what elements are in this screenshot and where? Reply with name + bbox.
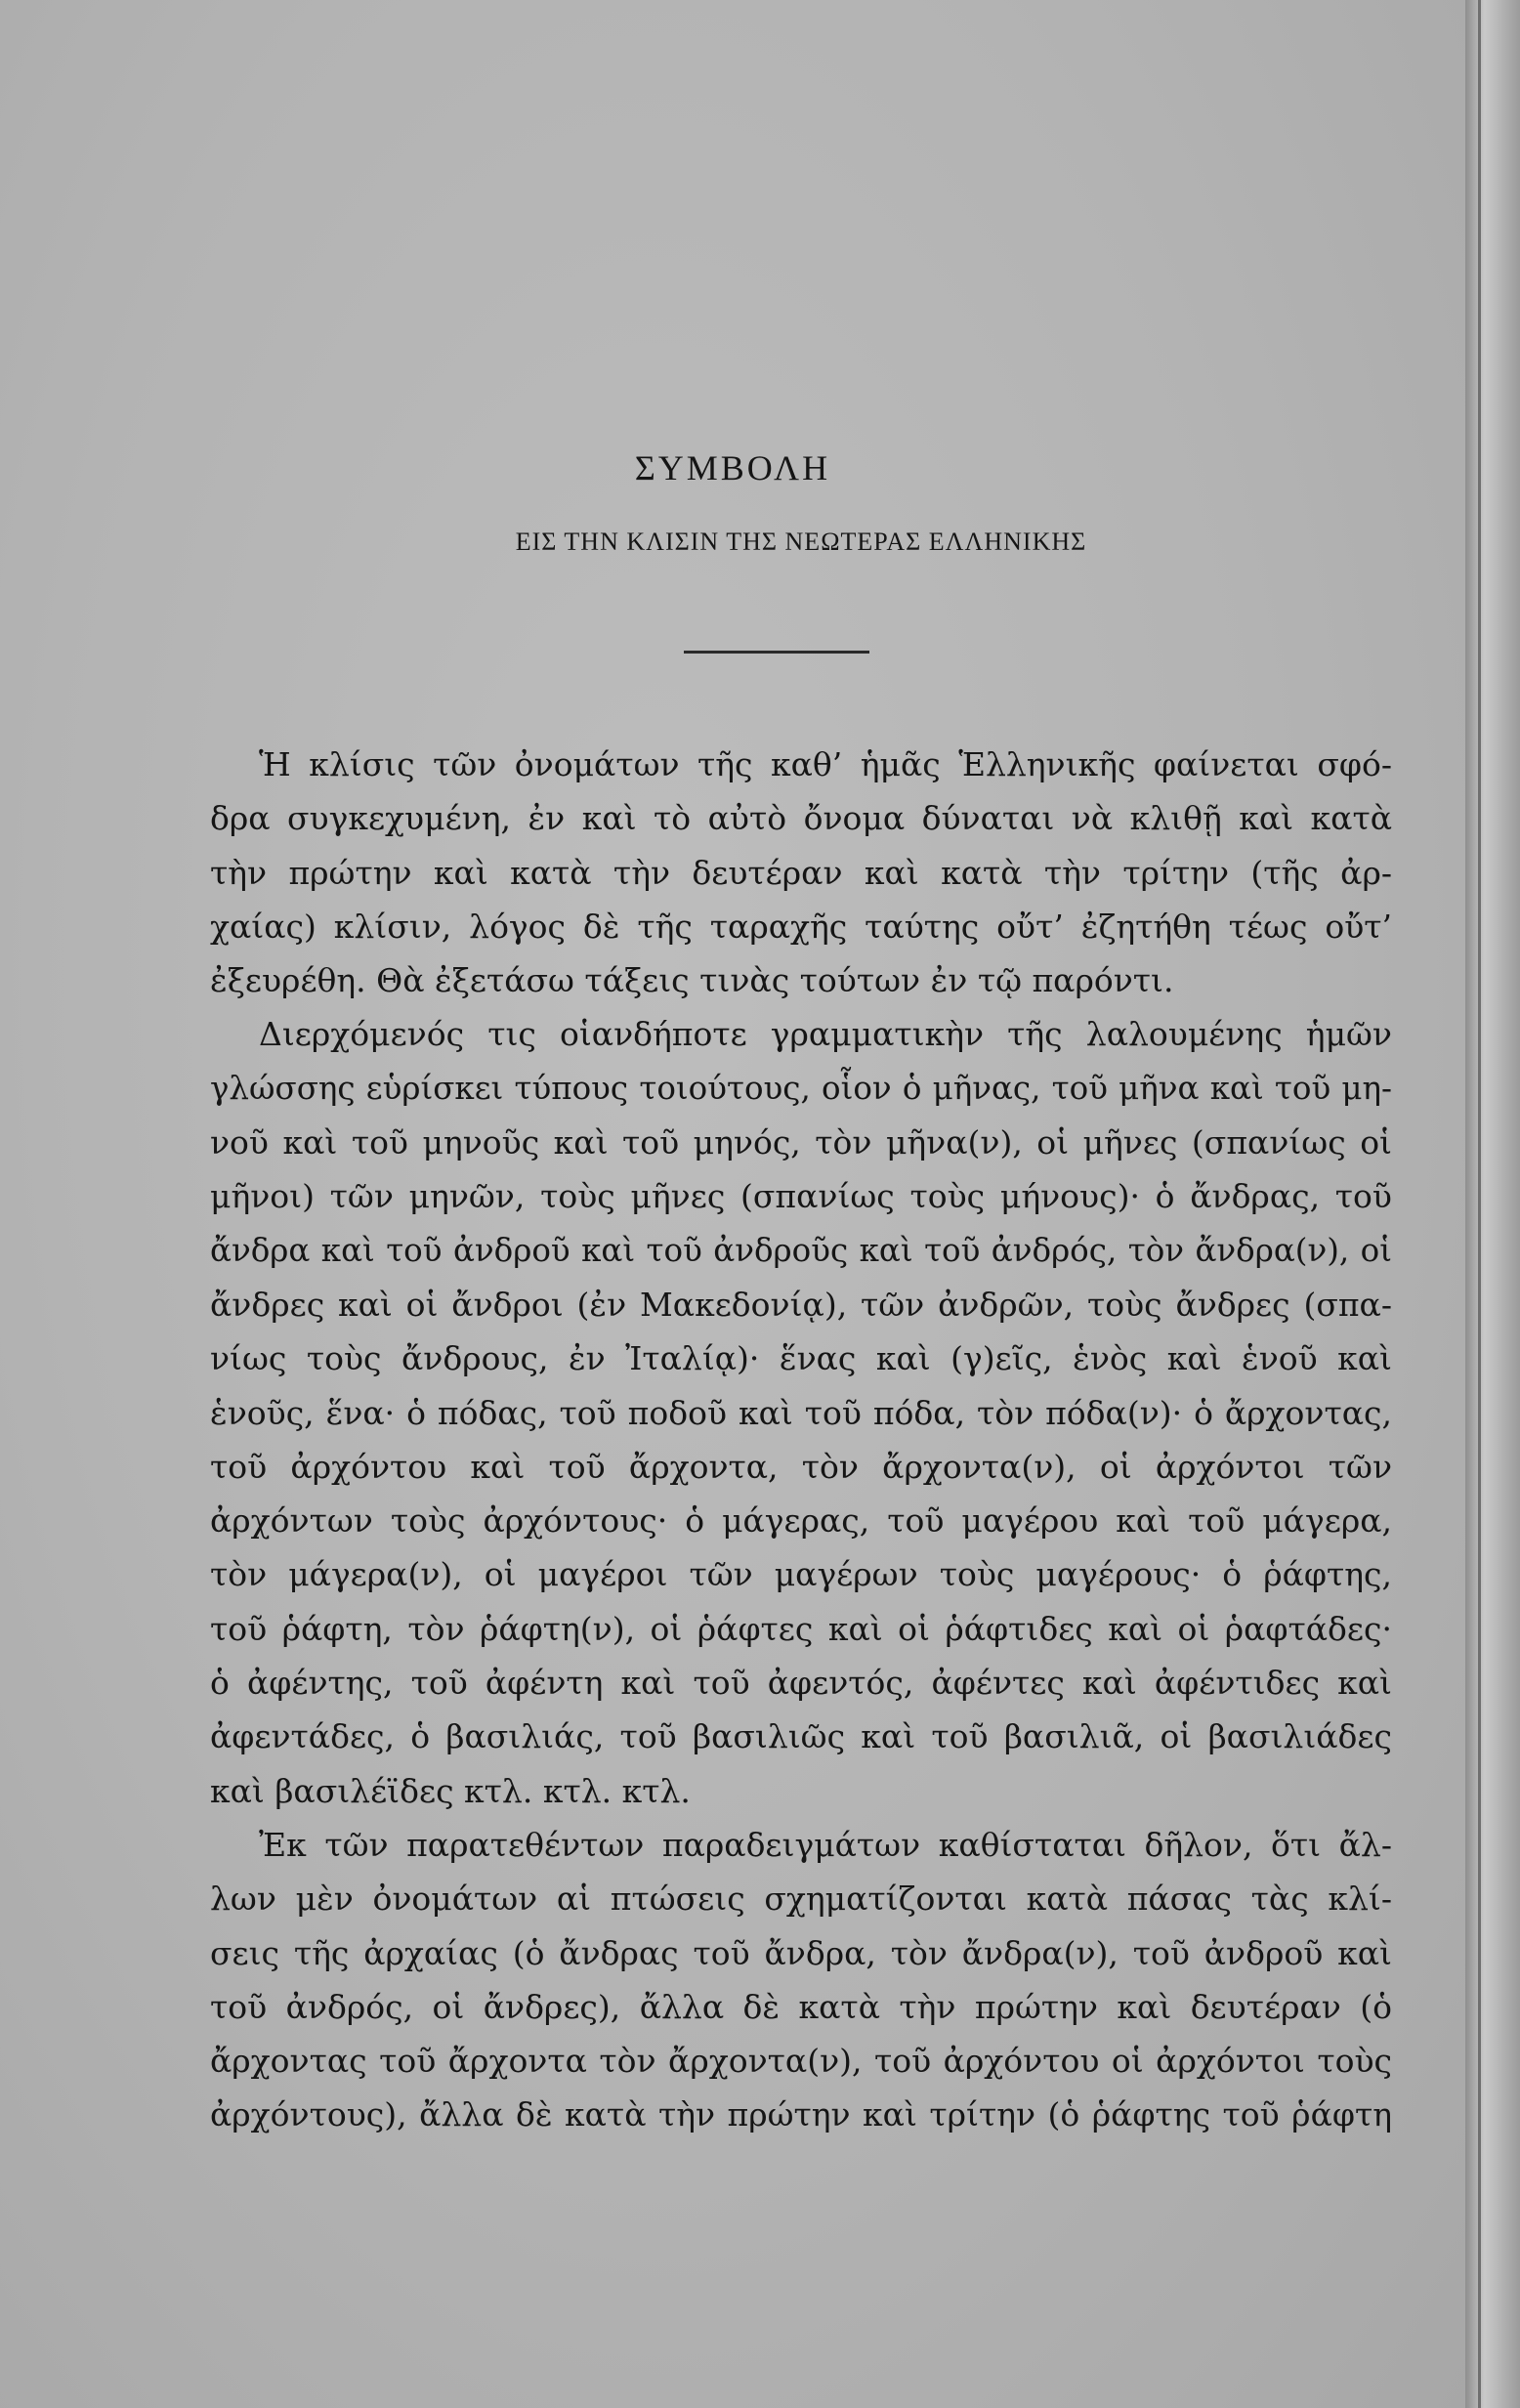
text-line: νίως τοὺς ἄνδρους, ἐν Ἰταλίᾳ)· ἕνας καὶ (γ)εῖς, ἑνὸς καὶ ἑνοῦ καὶ xyxy=(210,1339,1392,1378)
text-line: ἄνδρες καὶ οἱ ἄνδροι (ἐν Μακεδονίᾳ), τῶν ἀνδρῶν, τοὺς ἄνδρες (σπα- xyxy=(210,1285,1392,1324)
text-line: Διερχόμενός τις οἱανδήποτε γραμματικὴν τῆς λαλουμένης ἡμῶν xyxy=(259,1015,1392,1054)
text-line: τοῦ ἀρχόντου καὶ τοῦ ἄρχοντα, τὸν ἄρχοντα(ν), οἱ ἀρχόντοι τῶν xyxy=(210,1447,1392,1486)
text-line: ἑνοῦς, ἕνα· ὁ πόδας, τοῦ ποδοῦ καὶ τοῦ πόδα, τὸν πόδα(ν)· ὁ ἄρχοντας, xyxy=(210,1393,1392,1432)
text-line: τοῦ ῥάφτη, τὸν ῥάφτη(ν), οἱ ῥάφτες καὶ οἱ ῥάφτιδες καὶ οἱ ῥαφτάδες· xyxy=(210,1609,1392,1648)
text-line: τὴν πρώτην καὶ κατὰ τὴν δευτέραν καὶ κατὰ τὴν τρίτην (τῆς ἀρ- xyxy=(210,853,1392,892)
text-line: ἐξευρέθη. Θὰ ἐξετάσω τάξεις τινὰς τούτων ἐν τῷ παρόντι. xyxy=(210,961,1174,1000)
text-line: Ἐκ τῶν παρατεθέντων παραδειγμάτων καθίσταται δῆλον, ὅτι ἄλ- xyxy=(259,1825,1392,1864)
text-line: ἀφεντάδες, ὁ βασιλιάς, τοῦ βασιλιῶς καὶ τοῦ βασιλιᾶ, οἱ βασιλιάδες xyxy=(210,1717,1392,1756)
text-line: Ἡ κλίσις τῶν ὀνομάτων τῆς καθ’ ἡμᾶς Ἑλληνικῆς φαίνεται σφό- xyxy=(259,745,1392,783)
page-title: ΣΥΜΒΟΛΗ xyxy=(634,448,831,487)
text-line: χαίας) κλίσιν, λόγος δὲ τῆς ταραχῆς ταύτης οὔτ’ ἐζητήθη τέως οὔτ’ xyxy=(210,907,1392,946)
text-line: τὸν μάγερα(ν), οἱ μαγέροι τῶν μαγέρων τοὺς μαγέρους· ὁ ῥάφτης, xyxy=(210,1555,1392,1594)
text-line: ἄρχοντας τοῦ ἄρχοντα τὸν ἄρχοντα(ν), τοῦ ἀρχόντου οἱ ἀρχόντοι τοὺς xyxy=(210,2042,1392,2081)
page-edge-line xyxy=(1478,0,1481,2408)
text-line: λων μὲν ὀνομάτων αἱ πτώσεις σχηματίζονται κατὰ πάσας τὰς κλί- xyxy=(210,1880,1392,1919)
text-line: νοῦ καὶ τοῦ μηνοῦς καὶ τοῦ μηνός, τὸν μῆνα(ν), οἱ μῆνες (σπανίως οἱ xyxy=(210,1123,1392,1162)
text-line: ὁ ἀφέντης, τοῦ ἀφέντη καὶ τοῦ ἀφεντός, ἀφέντες καὶ ἀφέντιδες καὶ xyxy=(210,1664,1392,1703)
text-line: ἀρχόντων τοὺς ἀρχόντους· ὁ μάγερας, τοῦ μαγέρου καὶ τοῦ μάγερα, xyxy=(210,1501,1392,1541)
title-divider xyxy=(684,651,869,654)
body-text xyxy=(210,738,1392,2142)
text-line: σεις τῆς ἀρχαίας (ὁ ἄνδρας τοῦ ἄνδρα, τὸν ἄνδρα(ν), τοῦ ἀνδροῦ καὶ xyxy=(210,1933,1392,1972)
text-line: τοῦ ἀνδρός, οἱ ἄνδρες), ἄλλα δὲ κατὰ τὴν πρώτην καὶ δευτέραν (ὁ xyxy=(210,1987,1392,2026)
page-subtitle: ΕΙΣ ΤΗΝ ΚΛΙΣΙΝ ΤΗΣ ΝΕΩΤΕΡΑΣ ΕΛΛΗΝΙΚΗΣ xyxy=(515,528,1087,556)
text-line: ἄνδρα καὶ τοῦ ἀνδροῦ καὶ τοῦ ἀνδροῦς καὶ τοῦ ἀνδρός, τὸν ἄνδρα(ν), οἱ xyxy=(210,1231,1392,1269)
page-edge xyxy=(1465,0,1520,2408)
text-line: γλώσσης εὑρίσκει τύπους τοιούτους, οἷον ὁ μῆνας, τοῦ μῆνα καὶ τοῦ μη- xyxy=(210,1069,1392,1107)
text-line: μῆνοι) τῶν μηνῶν, τοὺς μῆνες (σπανίως τοὺς μήνους)· ὁ ἄνδρας, τοῦ xyxy=(210,1177,1392,1216)
text-line: δρα συγκεχυμένη, ἐν καὶ τὸ αὐτὸ ὄνομα δύναται νὰ κλιθῇ καὶ κατὰ xyxy=(210,799,1392,838)
text-line: ἀρχόντους), ἄλλα δὲ κατὰ τὴν πρώτην καὶ τρίτην (ὁ ῥάφτης τοῦ ῥάφτη xyxy=(210,2095,1392,2134)
text-line: καὶ βασιλέϊδες κτλ. κτλ. κτλ. xyxy=(210,1771,691,1810)
